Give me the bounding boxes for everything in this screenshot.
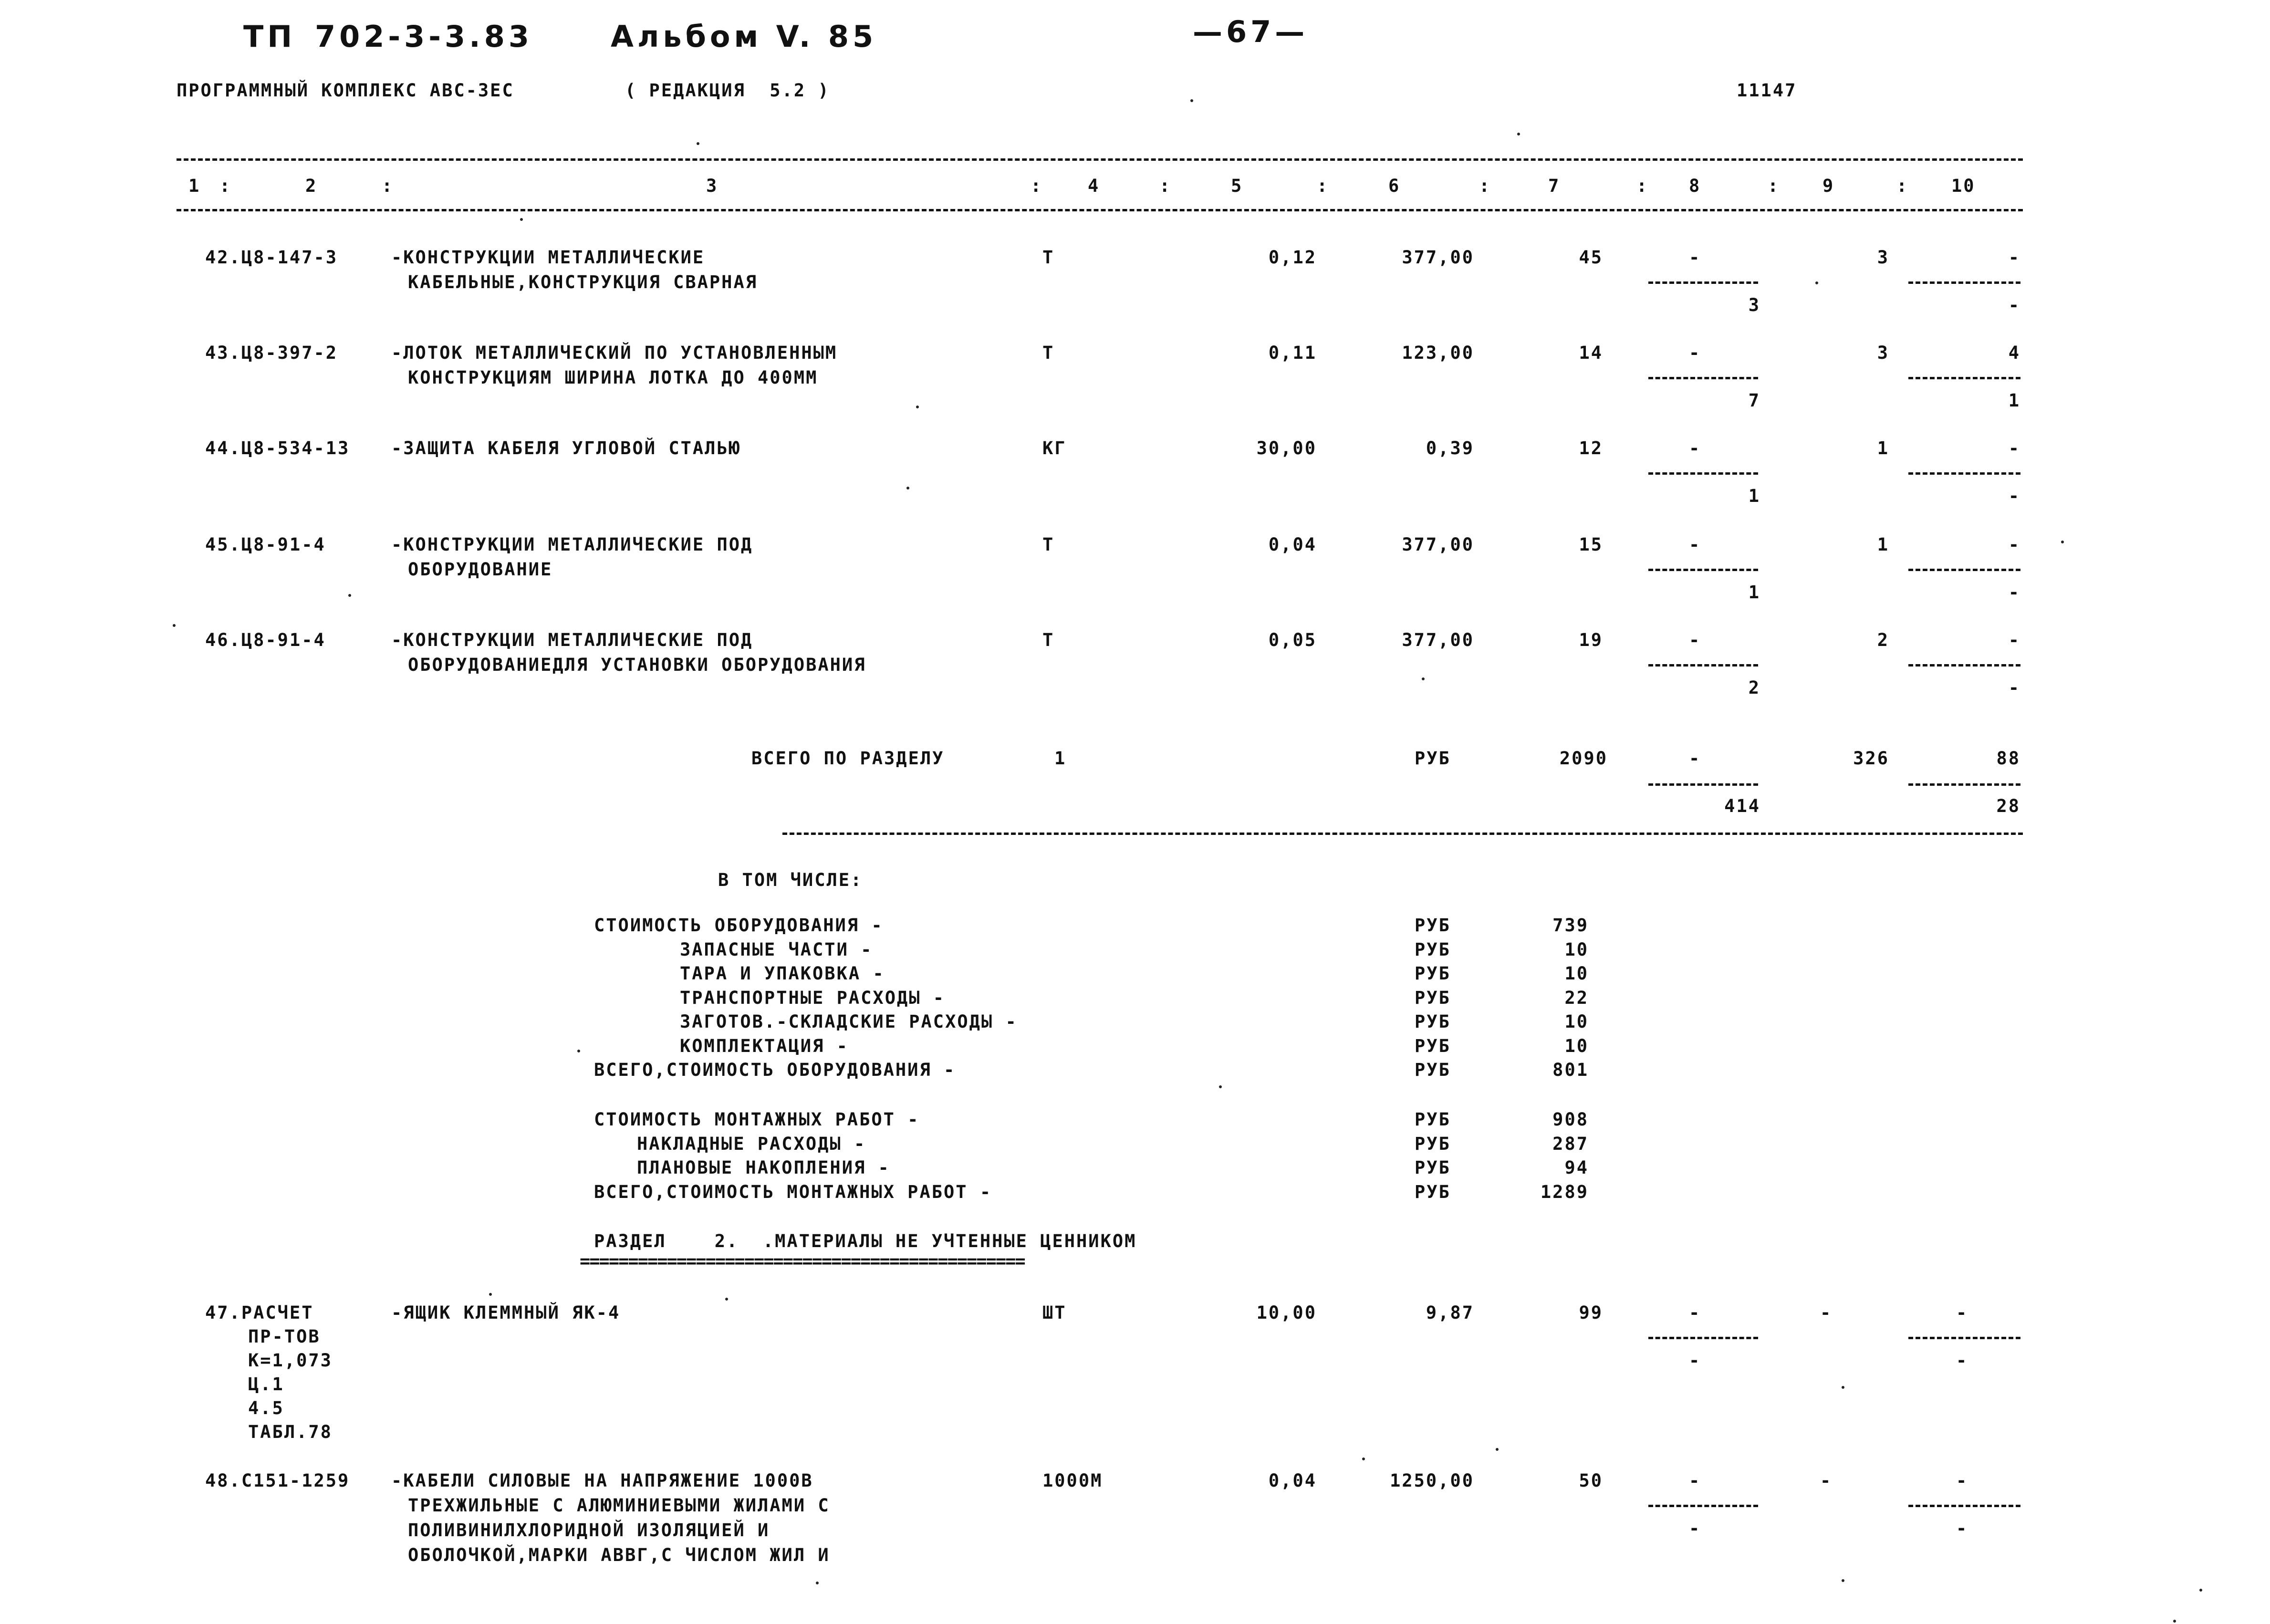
row-code-detail: ТАБЛ.78 [248,1422,333,1442]
row-col10-bottom: 1 [2008,390,2020,411]
row-col10-bottom: - [1956,1350,1968,1371]
row-col8-bottom: - [1689,1518,1701,1539]
row-col9: 3 [1877,343,1889,363]
program-name: ПРОГРАММНЫЙ КОМПЛЕКС АВС-ЗЕС [177,80,514,101]
breakdown-value: 22 [1564,987,1589,1008]
breakdown-label: ПЛАНОВЫЕ НАКОПЛЕНИЯ - [637,1157,890,1178]
row-quantity: 0,12 [1268,247,1317,268]
total-label: ВСЕГО ПО РАЗДЕЛУ [751,748,945,769]
breakdown-value: 94 [1564,1157,1589,1178]
row-col10-bottom: - [2008,486,2020,506]
row-col10-divider [1908,664,2020,666]
row-col7: 15 [1579,534,1603,555]
row-col9: - [1820,1470,1833,1491]
row-col8-divider [1648,1505,1758,1507]
row-col8-top: - [1689,534,1701,555]
row-unit: КГ [1042,438,1067,458]
row-col8-top: - [1689,343,1701,363]
breakdown-value: 10 [1564,1011,1589,1032]
row-code-detail: Ц.1 [248,1374,284,1395]
row-col10-divider [1908,377,2020,379]
total-col8-divider [1648,783,1758,786]
row-col7: 99 [1579,1302,1603,1323]
breakdown-value: 739 [1552,915,1589,936]
row-quantity: 10,00 [1256,1302,1317,1323]
total-rule [782,833,2023,835]
row-col9: 1 [1877,438,1889,458]
row-description-cont: КОНСТРУКЦИЯМ ШИРИНА ЛОТКА ДО 400ММ [408,367,818,388]
row-description-cont: КАБЕЛЬНЫЕ,КОНСТРУКЦИЯ СВАРНАЯ [408,272,758,292]
row-code: 45.Ц8-91-4 [205,534,326,555]
total-col8-bottom: 414 [1724,796,1760,816]
row-col10-bottom: - [2008,582,2020,603]
row-col8-divider [1648,1337,1758,1339]
total-col10-divider [1908,783,2020,786]
breakdown-label: НАКЛАДНЫЕ РАСХОДЫ - [637,1133,866,1154]
row-unit: ШТ [1042,1302,1067,1323]
breakdown-label: ТРАНСПОРТНЫЕ РАСХОДЫ - [680,987,946,1008]
row-col10-top: - [2008,438,2020,458]
breakdown-unit: РУБ [1415,1157,1451,1178]
row-col10-top: 4 [2008,343,2020,363]
breakdown-label: ВСЕГО,СТОИМОСТЬ МОНТАЖНЫХ РАБОТ - [594,1181,992,1202]
row-description-cont: ОБОРУДОВАНИЕ [408,559,553,580]
column-header-cell: : [1031,176,1043,196]
breakdown-unit: РУБ [1415,1060,1451,1080]
row-col8-top: - [1689,247,1701,268]
column-header-cell: : [1896,176,1909,196]
breakdown-unit: РУБ [1415,1035,1451,1056]
breakdown-label: ВСЕГО,СТОИМОСТЬ ОБОРУДОВАНИЯ - [594,1060,956,1080]
row-col8-divider [1648,664,1758,666]
column-header-cell: 10 [1951,176,1976,196]
row-price: 9,87 [1426,1302,1474,1323]
row-description: -ЯЩИК КЛЕММНЫЙ ЯК-4 [391,1302,621,1323]
row-price: 377,00 [1402,247,1474,268]
row-description: -КОНСТРУКЦИИ МЕТАЛЛИЧЕСКИЕ ПОД [391,630,753,650]
breakdown-value: 10 [1564,963,1589,984]
row-quantity: 0,04 [1268,1470,1317,1491]
row-unit: 1000М [1042,1470,1103,1491]
breakdown-unit: РУБ [1415,987,1451,1008]
column-header-cell: 5 [1231,176,1243,196]
header-bottom-rule [177,209,2023,211]
breakdown-value: 10 [1564,939,1589,960]
breakdown-unit: РУБ [1415,1011,1451,1032]
row-col10-divider [1908,472,2020,475]
row-description: ОБОЛОЧКОЙ,МАРКИ АВВГ,С ЧИСЛОМ ЖИЛ И [408,1545,830,1565]
row-code: 46.Ц8-91-4 [205,630,326,650]
row-col10-divider [1908,281,2020,284]
document-code: 11147 [1737,80,1797,101]
breakdown-label: КОМПЛЕКТАЦИЯ - [680,1035,849,1056]
breakdown-unit: РУБ [1415,1109,1451,1130]
column-header-cell: : [1317,176,1329,196]
row-col8-bottom: 3 [1748,295,1760,315]
row-code: 42.Ц8-147-3 [205,247,338,268]
breakdown-unit: РУБ [1415,1181,1451,1202]
total-unit: РУБ [1415,748,1451,769]
row-col8-top: - [1689,1470,1701,1491]
breakdown-label: ЗАПАСНЫЕ ЧАСТИ - [680,939,873,960]
row-col10-divider [1908,1505,2020,1507]
row-col10-divider [1908,1337,2020,1339]
row-unit: Т [1042,343,1055,363]
column-header-cell: 2 [305,176,318,196]
column-header-cell: 6 [1388,176,1401,196]
row-price: 377,00 [1402,534,1474,555]
row-price: 377,00 [1402,630,1474,650]
section2-title: РАЗДЕЛ 2. .МАТЕРИАЛЫ НЕ УЧТЕННЫЕ ЦЕННИКОМ [594,1231,1137,1251]
row-quantity: 0,05 [1268,630,1317,650]
total-col10-bottom: 28 [1996,796,2020,816]
breakdown-value: 287 [1552,1133,1589,1154]
column-header-cell: : [1479,176,1491,196]
row-col9: 1 [1877,534,1889,555]
row-unit: Т [1042,630,1055,650]
column-header-cell: 9 [1822,176,1835,196]
row-col10-top: - [2008,534,2020,555]
row-col9: 2 [1877,630,1889,650]
row-col8-bottom: 2 [1748,677,1760,698]
row-quantity: 30,00 [1256,438,1317,458]
breakdown-unit: РУБ [1415,915,1451,936]
breakdown-label: ТАРА И УПАКОВКА - [680,963,885,984]
column-header-cell: : [1636,176,1649,196]
album-label: Альбом V. 85 [611,19,877,54]
total-col7: 2090 [1559,748,1608,769]
row-price: 1250,00 [1390,1470,1474,1491]
page-number: —67— [1193,14,1309,49]
row-col10-divider [1908,569,2020,571]
row-code: 43.Ц8-397-2 [205,343,338,363]
column-header-cell: 1 [188,176,201,196]
row-col8-divider [1648,472,1758,475]
row-col10-bottom: - [1956,1518,1968,1539]
row-col9: - [1820,1302,1833,1323]
row-unit: Т [1042,247,1055,268]
breakdown-value: 10 [1564,1035,1589,1056]
row-col7: 45 [1579,247,1603,268]
total-num: 1 [1054,748,1067,769]
including-label: В ТОМ ЧИСЛЕ: [718,870,863,890]
header-top-rule [177,158,2023,161]
column-header-cell: : [1768,176,1780,196]
project-number: 702-3-3.83 [315,19,533,54]
row-quantity: 0,11 [1268,343,1317,363]
row-description: -ЛОТОК МЕТАЛЛИЧЕСКИЙ ПО УСТАНОВЛЕННЫМ [391,343,838,363]
row-description: ПОЛИВИНИЛХЛОРИДНОЙ ИЗОЛЯЦИЕЙ И [408,1520,770,1541]
section2-underline: ============================================== [580,1251,1025,1271]
row-description: -ЗАЩИТА КАБЕЛЯ УГЛОВОЙ СТАЛЬЮ [391,438,741,458]
column-header-cell: 4 [1088,176,1100,196]
row-quantity: 0,04 [1268,534,1317,555]
row-description-cont: ОБОРУДОВАНИЕДЛЯ УСТАНОВКИ ОБОРУДОВАНИЯ [408,655,866,675]
breakdown-unit: РУБ [1415,1133,1451,1154]
breakdown-label: ЗАГОТОВ.-СКЛАДСКИЕ РАСХОДЫ - [680,1011,1018,1032]
row-unit: Т [1042,534,1055,555]
row-col8-divider [1648,377,1758,379]
row-col8-bottom: 1 [1748,486,1760,506]
row-col7: 19 [1579,630,1603,650]
total-col8-top: - [1689,748,1701,769]
column-header-cell: : [219,176,232,196]
row-col10-top: - [1956,1302,1968,1323]
row-col7: 12 [1579,438,1603,458]
row-code-detail: 4.5 [248,1398,284,1418]
breakdown-unit: РУБ [1415,963,1451,984]
row-col10-bottom: - [2008,677,2020,698]
row-code: 48.С151-1259 [205,1470,350,1491]
breakdown-value: 1289 [1540,1181,1589,1202]
row-col8-divider [1648,569,1758,571]
row-code: 47.РАСЧЕТ [205,1302,314,1323]
row-price: 0,39 [1426,438,1474,458]
breakdown-label: СТОИМОСТЬ ОБОРУДОВАНИЯ - [594,915,884,936]
row-col8-divider [1648,281,1758,284]
program-edition: ( РЕДАКЦИЯ 5.2 ) [625,80,830,101]
row-col10-top: - [2008,247,2020,268]
breakdown-value: 801 [1552,1060,1589,1080]
row-description: ТРЕХЖИЛЬНЫЕ С АЛЮМИНИЕВЫМИ ЖИЛАМИ С [408,1495,830,1516]
breakdown-label: СТОИМОСТЬ МОНТАЖНЫХ РАБОТ - [594,1109,920,1130]
row-col7: 50 [1579,1470,1603,1491]
column-header-cell: 3 [706,176,718,196]
row-col8-top: - [1689,438,1701,458]
row-col7: 14 [1579,343,1603,363]
row-col10-top: - [2008,630,2020,650]
breakdown-unit: РУБ [1415,939,1451,960]
row-col10-bottom: - [2008,295,2020,315]
row-code: 44.Ц8-534-13 [205,438,350,458]
row-col8-top: - [1689,630,1701,650]
row-col8-bottom: 7 [1748,390,1760,411]
row-col8-bottom: 1 [1748,582,1760,603]
row-description: -КОНСТРУКЦИИ МЕТАЛЛИЧЕСКИЕ [391,247,705,268]
column-header-cell: : [1159,176,1172,196]
row-price: 123,00 [1402,343,1474,363]
column-header-cell: 7 [1548,176,1561,196]
row-col8-top: - [1689,1302,1701,1323]
total-col10-top: 88 [1996,748,2020,769]
breakdown-value: 908 [1552,1109,1589,1130]
row-code-detail: К=1,073 [248,1350,333,1371]
row-col10-top: - [1956,1470,1968,1491]
series-mark: ТП [243,19,296,54]
row-description: -КОНСТРУКЦИИ МЕТАЛЛИЧЕСКИЕ ПОД [391,534,753,555]
row-col8-bottom: - [1689,1350,1701,1371]
total-col9: 326 [1853,748,1889,769]
column-header-cell: 8 [1689,176,1701,196]
row-code-detail: ПР-ТОВ [248,1326,321,1347]
column-header-cell: : [382,176,394,196]
row-description: -КАБЕЛИ СИЛОВЫЕ НА НАПРЯЖЕНИЕ 1000В [391,1470,813,1491]
row-col9: 3 [1877,247,1889,268]
